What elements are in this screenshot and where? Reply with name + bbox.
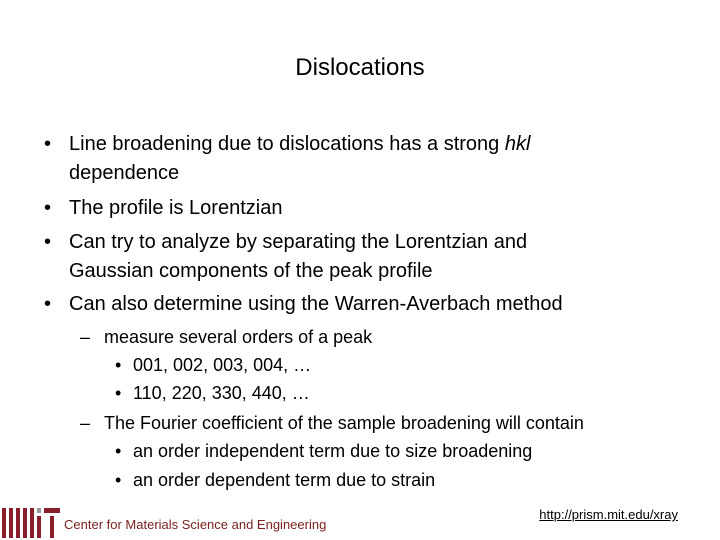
bullet-4-text: Can also determine using the Warren-Averbach method [69,293,563,315]
sub-item-text: 110, 220, 330, 440, … [133,383,310,403]
bullet-1-line-1 [69,130,530,159]
bullet-marker: • [115,470,122,490]
bullet-marker: • [115,441,122,461]
bullet-marker: • [115,383,122,403]
bullet-3-line-1: Can try to analyze by separating the Lorentzian and [69,231,528,253]
bullet-1-line-2: dependence [69,162,180,184]
slide-title: Dislocations [295,54,425,81]
bullet-marker: • [115,355,122,375]
bullet-2-text: The profile is Lorentzian [69,197,283,219]
footer-link[interactable]: http://prism.mit.edu/xray [539,507,678,522]
sub-item-text: an order independent term due to size broadening [133,441,533,461]
mit-logo-icon [0,505,62,540]
bullet-marker: • [44,293,52,315]
bullet-marker: • [44,133,52,155]
sub-bullet-2-text: The Fourier coefficient of the sample broadening will contain [104,413,584,433]
sub-bullet-1-text: measure several orders of a peak [104,327,373,347]
bullet-3-line-2: Gaussian components of the peak profile [69,260,433,282]
sub-item-text: 001, 002, 003, 004, … [133,355,312,375]
sub-item-text: an order dependent term due to strain [133,470,436,490]
dash-marker: – [80,327,91,347]
footer-center-name: Center for Materials Science and Engineering [64,517,327,532]
bullet-marker: • [44,197,52,219]
bullet-1-text: Line broadening due to dislocations has a strong [69,133,505,155]
dash-marker: – [80,413,91,433]
bullet-1-italic-term: hkl [504,133,531,155]
bullet-marker: • [44,231,52,253]
